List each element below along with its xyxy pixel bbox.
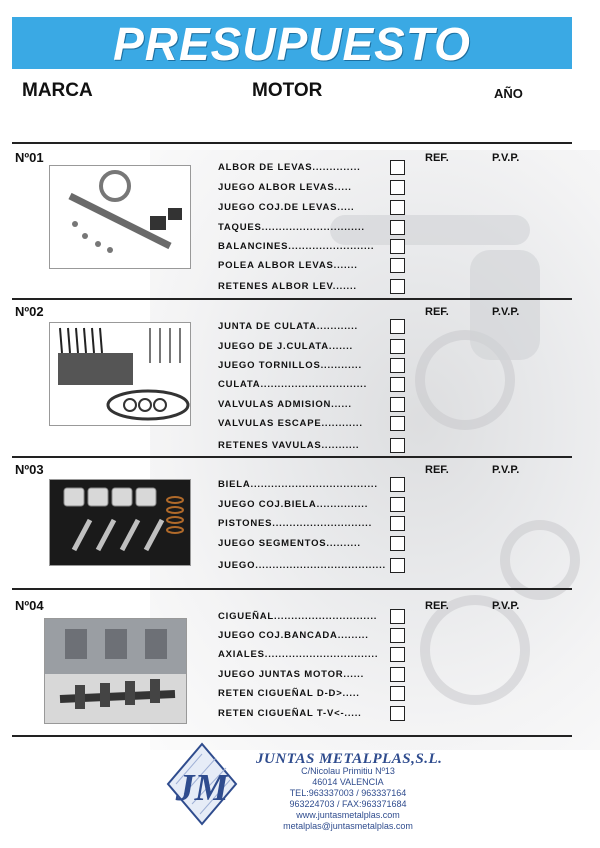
page-title: PRESUPUESTO [113, 18, 471, 70]
cylinder-head-photo [49, 322, 191, 426]
checkbox[interactable] [390, 377, 405, 392]
divider [12, 735, 572, 737]
checkbox[interactable] [390, 180, 405, 195]
checkbox[interactable] [390, 438, 405, 453]
ref-label: REF. [425, 152, 449, 164]
company-name: JUNTAS METALPLAS,S.L. [256, 751, 443, 767]
checkbox[interactable] [390, 397, 405, 412]
item-retenes-vavulas: RETENES VAVULAS........... [218, 438, 404, 454]
checkbox[interactable] [390, 279, 405, 294]
email: metalplas@juntasmetalplas.com [283, 821, 413, 831]
ref-label: REF. [425, 600, 449, 612]
company-logo [166, 742, 238, 826]
item-juego-tornillos: JUEGO TORNILLOS............ [218, 358, 404, 374]
pvp-label: P.V.P. [492, 152, 520, 164]
section-number: Nº03 [15, 462, 44, 477]
section-number: Nº02 [15, 304, 44, 319]
pvp-label: P.V.P. [492, 464, 520, 476]
checkbox[interactable] [390, 647, 405, 662]
divider [12, 456, 572, 458]
item-juego-coj-biela: JUEGO COJ.BIELA............... [218, 497, 404, 513]
checkbox[interactable] [390, 609, 405, 624]
checkbox[interactable] [390, 558, 405, 573]
item-valvulas-admision: VALVULAS ADMISION...... [218, 397, 404, 413]
item-reten-ciguenal-dd: RETEN CIGUEÑAL D-D>..... [218, 686, 404, 702]
checkbox[interactable] [390, 686, 405, 701]
checkbox[interactable] [390, 220, 405, 235]
telephone: TEL:963337003 / 963337164 [289, 788, 407, 798]
camshaft-photo [49, 165, 191, 269]
checkbox[interactable] [390, 258, 405, 273]
checkbox[interactable] [390, 536, 405, 551]
checkbox[interactable] [390, 239, 405, 254]
checkbox[interactable] [390, 200, 405, 215]
item-taques: TAQUES.............................. [218, 220, 404, 236]
item-juego-albor-levas: JUEGO ALBOR LEVAS..... [218, 180, 404, 196]
checkbox[interactable] [390, 706, 405, 721]
pvp-label: P.V.P. [492, 306, 520, 318]
ref-label: REF. [425, 464, 449, 476]
item-juego-j-culata: JUEGO DE J.CULATA....... [218, 339, 404, 355]
item-junta-culata: JUNTA DE CULATA............ [218, 319, 404, 335]
item-polea-albor-levas: POLEA ALBOR LEVAS....... [218, 258, 404, 274]
header-marca: MARCA [22, 80, 93, 101]
checkbox[interactable] [390, 516, 405, 531]
header-motor: MOTOR [252, 80, 323, 101]
header-ano: AÑO [494, 86, 523, 101]
divider [12, 588, 572, 590]
checkbox[interactable] [390, 339, 405, 354]
divider [12, 298, 572, 300]
checkbox[interactable] [390, 160, 405, 175]
item-albor-levas: ALBOR DE LEVAS.............. [218, 160, 404, 176]
item-juego: JUEGO...................................... [218, 558, 404, 574]
section-number: Nº01 [15, 150, 44, 165]
crankshaft-photo [44, 618, 187, 724]
item-juego-juntas-motor: JUEGO JUNTAS MOTOR...... [218, 667, 404, 683]
item-retenes-albor-lev: RETENES ALBOR LEV....... [218, 279, 404, 295]
checkbox[interactable] [390, 416, 405, 431]
item-reten-ciguenal-tv: RETEN CIGUEÑAL T-V<-..... [218, 706, 404, 722]
item-culata: CULATA............................... [218, 377, 404, 393]
title-banner [12, 17, 572, 69]
pvp-label: P.V.P. [492, 600, 520, 612]
section-number: Nº04 [15, 598, 44, 613]
address: C/Nicolau Primitiu Nº13 [301, 766, 395, 776]
item-juego-segmentos: JUEGO SEGMENTOS.......... [218, 536, 404, 552]
checkbox[interactable] [390, 497, 405, 512]
checkbox[interactable] [390, 667, 405, 682]
logo-text: JM [175, 767, 229, 809]
item-biela: BIELA..................................... [218, 477, 404, 493]
item-balancines: BALANCINES......................... [218, 239, 404, 255]
divider [12, 142, 572, 144]
checkbox[interactable] [390, 319, 405, 334]
item-axiales: AXIALES................................. [218, 647, 404, 663]
item-ciguenal: CIGUEÑAL.............................. [218, 609, 404, 625]
city: 46014 VALENCIA [312, 777, 384, 787]
ref-label: REF. [425, 306, 449, 318]
pistons-photo [49, 479, 191, 566]
pipe-graphic [470, 250, 540, 360]
item-juego-coj-bancada: JUEGO COJ.BANCADA......... [218, 628, 404, 644]
item-juego-coj-levas: JUEGO COJ.DE LEVAS..... [218, 200, 404, 216]
checkbox[interactable] [390, 628, 405, 643]
item-valvulas-escape: VALVULAS ESCAPE............ [218, 416, 404, 432]
website: www.juntasmetalplas.com [296, 810, 400, 820]
item-pistones: PISTONES............................. [218, 516, 404, 532]
checkbox[interactable] [390, 358, 405, 373]
checkbox[interactable] [390, 477, 405, 492]
fax: 963224703 / FAX:963371684 [289, 799, 407, 809]
